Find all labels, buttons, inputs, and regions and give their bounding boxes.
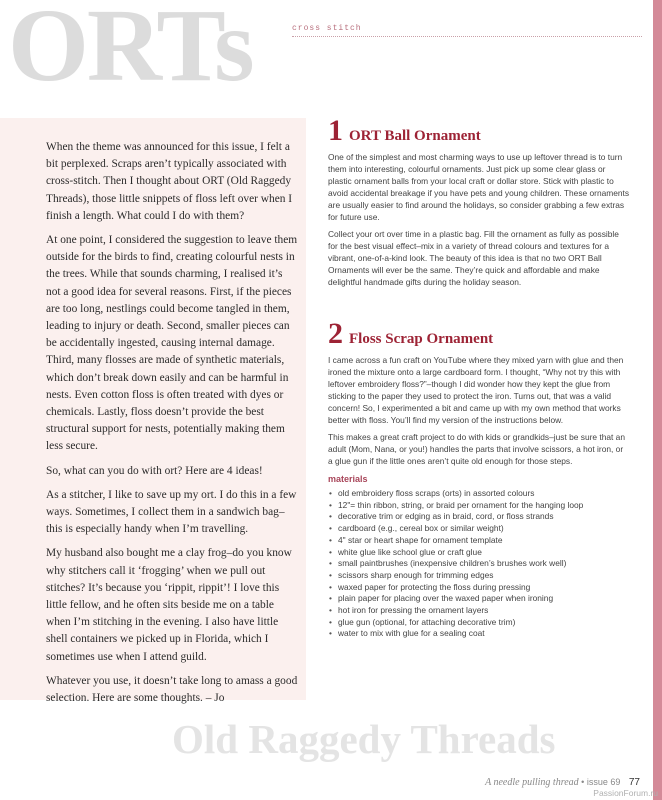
intro-paragraph: My husband also bought me a clay frog–do you know why stitchers call it ‘frogging’ when we pull out stitches? It’s because you ‘rippit, rippit’! I love this little fellow, and he often sits beside me on a table when I’m stitching in the evening. I also have little shell containers we picked up in Florida, which I sometimes use when I attend guild. (46, 547, 292, 663)
materials-heading: materials (328, 474, 368, 485)
page-edge-accent-bar (653, 0, 662, 800)
intro-paragraph: Whatever you use, it doesn’t take long to amass a good selection. Here are some thoughts. – Jo (46, 674, 298, 705)
intro-column (46, 139, 298, 714)
section-2-title: Floss Scrap Ornament (349, 330, 494, 347)
materials-item: • water to mix with glue for a sealing coat (328, 628, 630, 639)
materials-item: • scissors sharp enough for trimming edges (328, 570, 630, 581)
materials-item: • glue gun (optional, for attaching decorative trim) (328, 617, 630, 628)
section-2-paragraph: This makes a great craft project to do with kids or grandkids–just be sure that an adult (Mom, Nana, or you!) handles the parts that involve scissors, a hot iron, or a glue gun if the little ones aren’t quite old enough for those steps. (328, 432, 625, 467)
materials-item: • 12"= thin ribbon, string, or braid per ornament for the hanging loop (328, 500, 630, 511)
publication-name: A needle pulling thread (485, 777, 579, 788)
page-number: 77 (628, 777, 640, 788)
section-2-heading (328, 316, 630, 350)
materials-item: • decorative trim or edging as in braid, cord, or floss strands (328, 511, 630, 522)
intro-paragraph: As a stitcher, I like to save up my ort. I do this in a few ways. Sometimes, I collect them in a sandwich bag–this is especially handy when I’m travelling. (46, 488, 297, 536)
section-1-number: 1 (328, 114, 343, 147)
section-1-paragraph: One of the simplest and most charming ways to use up leftover thread is to turn them into interesting, colourful ornaments. Just pick up some clear glass or plastic ornament balls from your local craft or dollar store. Stick with plastic to avoid accidental breakage if you have pets and young children. These ornaments are usually easier to find around the holidays, so consider grabbing a few extras for future use. (328, 152, 630, 222)
materials-item: • plain paper for placing over the waxed paper when ironing (328, 593, 630, 604)
materials-item: • cardboard (e.g., cereal box or similar weight) (328, 523, 630, 534)
intro-paragraph: When the theme was announced for this issue, I felt a bit perplexed. Scraps aren’t typically associated with cross-stitch. Then I thought about ORT (Old Raggedy Threads), those little snippets of floss left over when I finish a length. What could I do with them? (46, 141, 293, 222)
materials-item: • old embroidery floss scraps (orts) in assorted colours (328, 488, 630, 499)
materials-item: • 4" star or heart shape for ornament template (328, 535, 630, 546)
intro-paragraph: So, what can you do with ort? Here are 4 ideas! (46, 464, 263, 477)
instructions-column (328, 116, 630, 640)
section-1-title: ORT Ball Ornament (349, 128, 481, 144)
materials-item: • white glue like school glue or craft glue (328, 547, 630, 558)
site-watermark: PassionForum.ru (593, 788, 658, 798)
section-2-paragraph: I came across a fun craft on YouTube where they mixed yarn with glue and then ironed the mixture onto a large cardboard form. I thought, “Why not try this with leftover embroidery floss?”–though I did wonder how they kept the glue from sticking to the paper they used to protect the iron. Turns out, that was a valid concern! So, I experimented a bit and came up with my own method that works better with floss. You’ll find my version of the instructions below. (328, 354, 624, 425)
section-2-number: 2 (328, 316, 343, 350)
bottom-decorative-title: Old Raggedy Threads (172, 716, 556, 762)
intro-paragraph: At one point, I considered the suggestion to leave them outside for the birds to find, creating colourful nests in the trees. While that sounds charming, I realised it’s not a good idea for several reasons. First, if the pieces are too long, nestlings could become tangled in them, leading to injury or death. Second, smaller pieces can be accidentally ingested, causing internal damage. Third, many flosses are made of synthetic materials, which don’t break down easily and can be harmful in nests. Even cotton floss is often treated with dyes or chemicals. Lastly, floss doesn’t provide the best structural support for nests, potentially making them less secure. (46, 234, 298, 453)
issue-number: • issue 69 (581, 777, 621, 787)
section-1-paragraph: Collect your ort over time in a plastic bag. Fill the ornament as fully as possible for the best visual effect–mix in a variety of thread colours and textures for a vibrant, one-of-a-kind look. The beauty of this idea is that no two ORT Ball Ornaments will ever be the same. They’re quick and affordable and make delightful handmade gifts during the holiday season. (328, 229, 619, 288)
page-title: ORTs (8, 0, 253, 103)
materials-list (328, 488, 630, 640)
page-footer (485, 777, 640, 788)
section-label: cross stitch (292, 24, 362, 33)
materials-item: • waxed paper for protecting the floss during pressing (328, 582, 630, 593)
header-divider (292, 36, 642, 37)
materials-item: • hot iron for pressing the ornament layers (328, 605, 630, 616)
materials-item: • small paintbrushes (inexpensive children’s brushes work well) (328, 558, 630, 569)
section-1-heading (328, 116, 630, 146)
